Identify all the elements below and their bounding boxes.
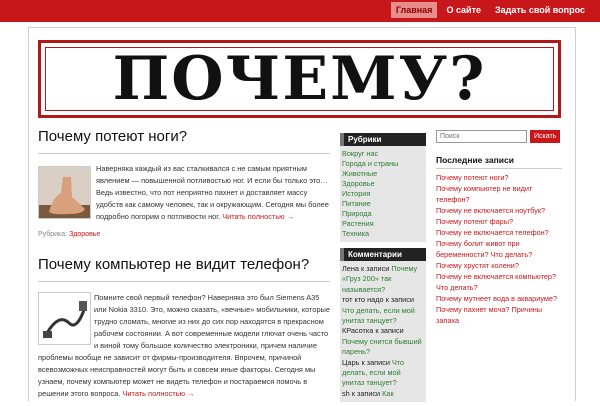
comment-sep: к записи xyxy=(351,388,381,398)
comment-item xyxy=(342,358,424,389)
rubric-link[interactable]: Растения xyxy=(342,219,374,228)
post-thumbnail-foot[interactable] xyxy=(38,166,91,219)
search-button[interactable]: Искать xyxy=(530,130,560,143)
rubric-link[interactable]: История xyxy=(342,189,371,198)
comment-sep: к записи xyxy=(375,326,404,336)
recent-post-link[interactable]: Почему не включается компьютер? Что делать? xyxy=(436,272,557,292)
post-category xyxy=(38,231,100,238)
search-form xyxy=(436,130,562,143)
nav-home[interactable]: Главная xyxy=(391,2,438,18)
post-excerpt-text: Помните свой первый телефон? Наверняка это был Siemens A35 или Nokia 3310. Это, можно сказать, «вечные» мобильники, которые трудно сломать, многие из них до сих пор находятся в прекрасном рабочем состоянии. А вот современные модели глючат очень часто и виной тому большое количество электроники, причем наличие проблемы вообще не зависит от фирмы-производителя. Впрочем, причиной всевозможных неисправностей могут быть и совсем иные факторы. Сегодня мы узнаем, почему компьютер может не видеть телефон и постараемся помочь в решении этого вопроса. xyxy=(38,293,330,398)
comment-post-link[interactable]: Что делать, если мой унитаз танцует? xyxy=(342,357,405,388)
recent-post-link[interactable]: Почему мутнеет вода в аквариуме? xyxy=(436,294,558,303)
comment-post-link[interactable]: Что делать, если мой унитаз танцует? xyxy=(342,305,415,326)
read-more-link[interactable]: Читать полностью → xyxy=(122,389,195,398)
rubrics-title: Рубрики xyxy=(340,133,426,146)
recent-posts-list xyxy=(436,172,562,326)
recent-post-link[interactable]: Почему потеют фары? xyxy=(436,217,514,226)
comment-post-link[interactable]: Почему снится бывший парень? xyxy=(342,336,422,357)
comments-list xyxy=(340,261,426,402)
rubric-link[interactable]: Техника xyxy=(342,229,370,238)
comment-author: Царь xyxy=(342,357,360,367)
comment-post-link[interactable]: Почему «Груз 200» так называется? xyxy=(342,264,418,294)
right-sidebar xyxy=(436,130,562,326)
comment-item xyxy=(342,295,424,326)
comment-post-link[interactable]: Как xyxy=(382,388,394,398)
comment-sep: к записи xyxy=(361,357,390,367)
post-title[interactable]: Почему потеют ноги? xyxy=(38,128,188,145)
main-content xyxy=(38,128,330,406)
recent-post-link[interactable]: Почему компьютер не видит телефон? xyxy=(436,184,533,204)
read-more-link[interactable]: Читать полностью → xyxy=(222,212,295,221)
site-logo[interactable] xyxy=(38,40,561,118)
comments-title: Комментарии xyxy=(340,248,426,261)
comment-item xyxy=(342,326,424,357)
recent-post-link[interactable]: Почему не включается телефон? xyxy=(436,228,549,237)
post-excerpt-text: Наверняка каждый из вас сталкивался с не самым приятным явлением — повышенной потливостью ног. И если бы только это… Ведь известно, что пот неприятно пахнет и доставляет массу удобств как самому человек, так и окружающим. Сегодня мы более подробно погорим о потливости ног. xyxy=(96,164,329,221)
rubric-link[interactable]: Животные xyxy=(342,169,378,178)
comment-item xyxy=(342,264,424,295)
thumb-spacer xyxy=(38,292,94,350)
middle-sidebar xyxy=(340,133,426,402)
top-nav xyxy=(391,2,590,18)
post-excerpt xyxy=(96,163,330,223)
rubric-link[interactable]: Города и страны xyxy=(342,159,399,168)
nav-about[interactable]: О сайте xyxy=(446,5,482,15)
recent-post-link[interactable]: Почему потеют ноги? xyxy=(436,173,509,182)
rubric-link[interactable]: Питание xyxy=(342,199,371,208)
comment-item xyxy=(342,389,424,399)
category-link[interactable]: Здоровье xyxy=(69,231,101,238)
post-excerpt xyxy=(38,292,330,400)
recent-post-link[interactable]: Почему не включается ноутбук? xyxy=(436,206,546,215)
recent-post-link[interactable]: Почему пахнет моча? Причины запаха xyxy=(436,305,543,325)
divider xyxy=(38,281,330,282)
comment-author: тот кто надо xyxy=(342,295,384,305)
divider xyxy=(436,168,562,169)
post-1 xyxy=(38,128,330,244)
post-2 xyxy=(38,256,330,406)
rubric-link[interactable]: Природа xyxy=(342,209,372,218)
rubrics-list xyxy=(340,146,426,242)
divider xyxy=(38,153,330,154)
recent-post-link[interactable]: Почему болит живот при беременности? Что делать? xyxy=(436,239,533,259)
category-label: Рубрика: xyxy=(38,231,68,238)
comment-author: sh xyxy=(342,388,350,398)
search-input[interactable] xyxy=(436,130,527,143)
post-title[interactable]: Почему компьютер не видит телефон? xyxy=(38,256,310,273)
top-bar xyxy=(0,0,600,22)
nav-ask-question[interactable]: Задать свой вопрос xyxy=(495,5,585,15)
comment-sep: к записи xyxy=(385,295,414,305)
comment-sep: к записи xyxy=(360,264,390,273)
recent-post-link[interactable]: Почему хрустят колени? xyxy=(436,261,519,270)
comment-author: КРасотка xyxy=(342,326,374,336)
rubric-link[interactable]: Вокруг нас xyxy=(342,149,379,158)
logo-text: ПОЧЕМУ? xyxy=(112,44,487,114)
recent-posts-title: Последние записи xyxy=(436,155,514,165)
comment-author: Лена xyxy=(342,264,359,273)
rubric-link[interactable]: Здоровье xyxy=(342,179,375,188)
